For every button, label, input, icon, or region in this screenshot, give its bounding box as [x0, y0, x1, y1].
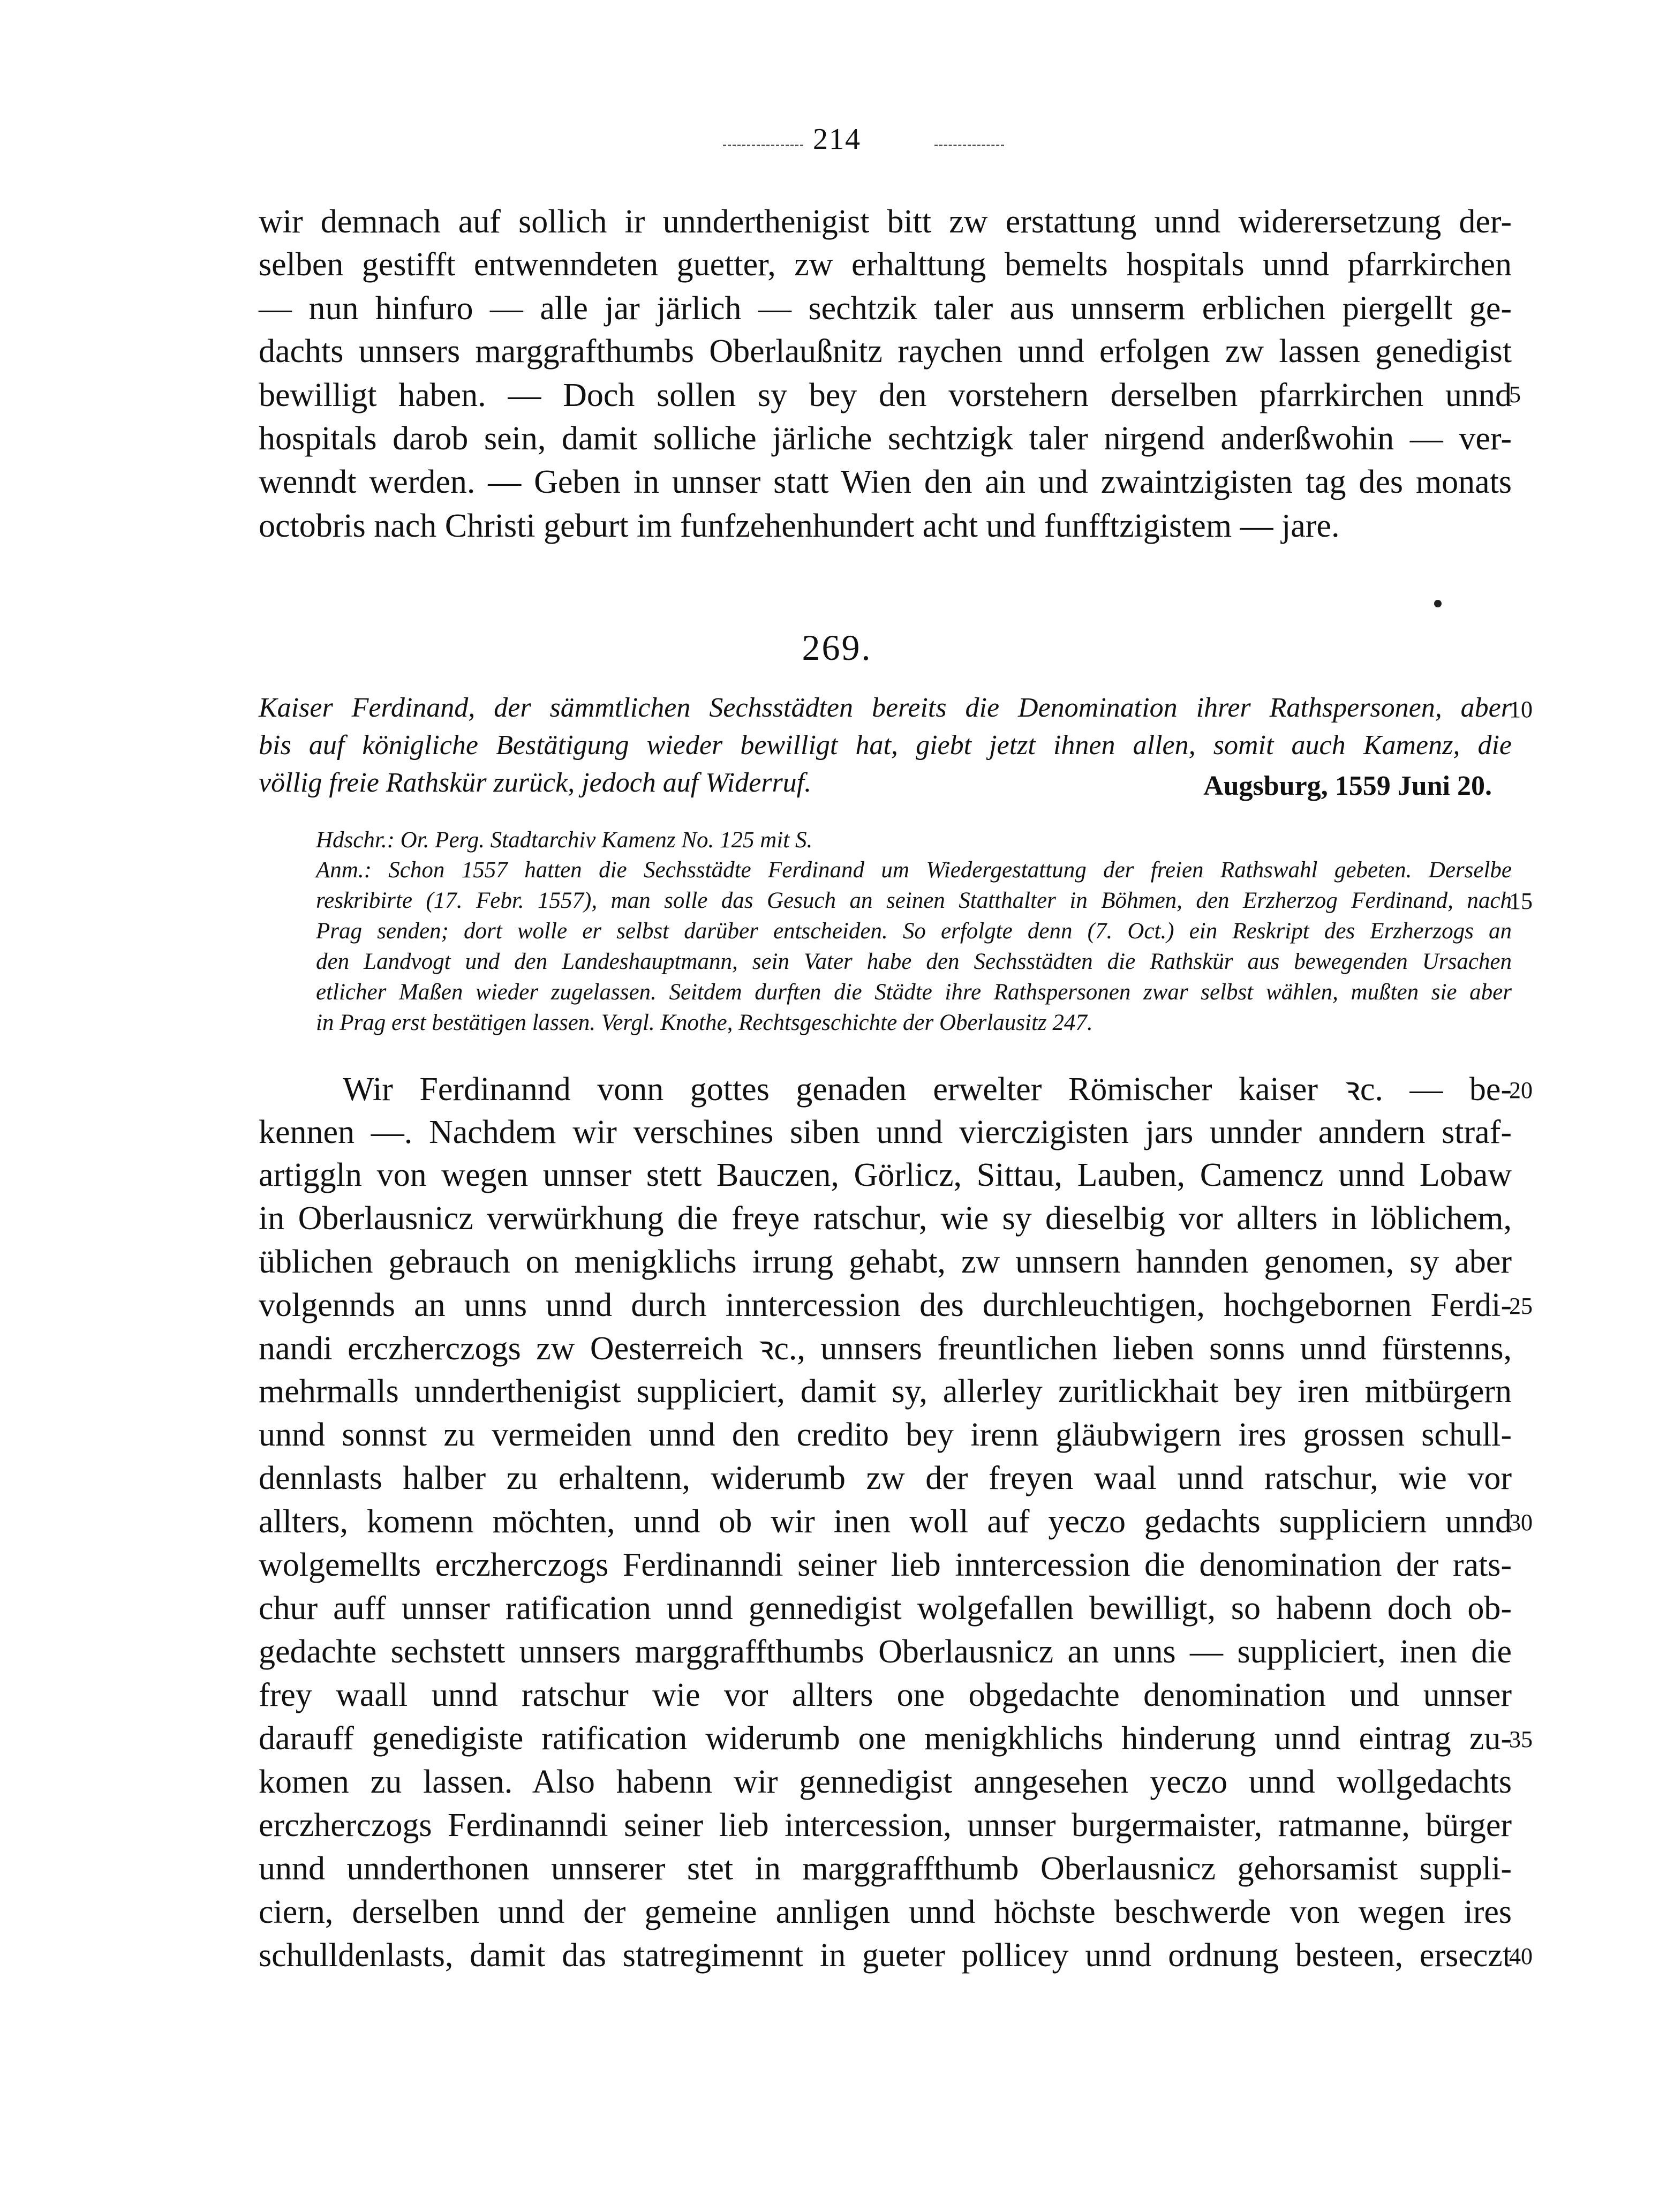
body-line: kennen —. Nachdem wir verschines siben unnd vierczigisten jars unnder anndern straf- — [259, 1114, 1512, 1150]
line-number: 30 — [1509, 1509, 1533, 1536]
body-line: volgennds an unns unnd durch inntercession des durchleuchtigen, hochgebornen Ferdi- — [259, 1287, 1512, 1323]
line-number: 15 — [1509, 888, 1533, 914]
body-line: Wir Ferdinannd vonn gottes genaden erwelter Römischer kaiser ꝛc. — be- — [343, 1071, 1512, 1108]
text-line: wenndt werden. — Geben in unnser statt Wien den ain und zwaintzigisten tag des monats — [259, 464, 1512, 500]
body-line: frey waall unnd ratschur wie vor allters one obgedachte denomination und unnser — [259, 1677, 1512, 1713]
line-number: 35 — [1509, 1726, 1533, 1752]
note-line: Prag senden; dort wolle er selbst darüber entscheiden. So erfolgte denn (7. Oct.) ein Reskript des Erzherzogs an — [316, 919, 1512, 944]
body-line: darauff genedigiste ratification widerumb one menigkhlichs hinderung unnd eintrag zu- — [259, 1720, 1512, 1757]
body-line: gedachte sechstett unnsers marggraffthumbs Oberlausnicz an unns — suppliciert, inen die — [259, 1634, 1512, 1670]
body-line: nandi erczherczogs zw Oesterreich ꝛc., unnsers freuntlichen lieben sonns unnd fürstenns, — [259, 1330, 1512, 1367]
body-line: unnd unnderthonen unnserer stet in marggraffthumb Oberlausnicz gehorsamist suppli- — [259, 1850, 1512, 1887]
margin-dot — [1434, 600, 1442, 607]
note-line: reskribirte (17. Febr. 1557), man solle das Gesuch an seinen Statthalter in Böhmen, den Erzherzog Ferdinand, nach — [316, 888, 1512, 913]
document-number: 269. — [802, 627, 872, 668]
text-line: hospitals darob sein, damit solliche järliche sechtzigk taler nirgend anderßwohin — ver- — [259, 420, 1512, 457]
body-line: in Oberlausnicz verwürkhung die freye ratschur, wie sy dieselbig vor allters in löblichem, — [259, 1200, 1512, 1237]
body-line: unnd sonnst zu vermeiden unnd den credito bey irenn gläubwigern ires grossen schull- — [259, 1417, 1512, 1453]
body-line: erczherczogs Ferdinanndi seiner lieb intercession, unnser burgermaister, ratmanne, bürger — [259, 1807, 1512, 1844]
dateline: Augsburg, 1559 Juni 20. — [1203, 771, 1492, 801]
header-rule-right — [934, 145, 1004, 146]
line-number: 5 — [1509, 381, 1521, 408]
regest-line: völlig freie Rathskür zurück, jedoch auf Widerruf. — [259, 768, 812, 798]
line-number: 20 — [1509, 1077, 1533, 1103]
regest-line: bis auf königliche Bestätigung wieder bewilligt hat, giebt jetzt ihnen allen, somit auch Kamenz, die — [259, 730, 1512, 761]
text-line: dachts unnsers marggrafthumbs Oberlaußnitz raychen unnd erfolgen zw lassen genedigist — [259, 333, 1512, 370]
regest-line: Kaiser Ferdinand, der sämmtlichen Sechsstädten bereits die Denomination ihrer Rathspersonen, aber — [259, 693, 1512, 723]
header-rule-left — [723, 145, 803, 146]
body-line: ciern, derselben unnd der gemeine annligen unnd höchste beschwerde von wegen ires — [259, 1894, 1512, 1930]
note-line: in Prag erst bestätigen lassen. Vergl. Knothe, Rechtsgeschichte der Oberlausitz 247. — [316, 1010, 1093, 1035]
note-line: Hdschr.: Or. Perg. Stadtarchiv Kamenz No. 125 mit S. — [316, 827, 813, 853]
note-line: etlicher Maßen wieder zugelassen. Seitdem durften die Städte ihre Rathspersonen zwar selbst wählen, mußten sie aber — [316, 980, 1512, 1005]
line-number: 40 — [1509, 1943, 1533, 1969]
text-line: — nun hinfuro — alle jar järlich — sechtzik taler aus unnserm erblichen piergellt ge- — [259, 290, 1512, 327]
body-line: üblichen gebrauch on menigklichs irrung gehabt, zw unnsern hannden genomen, sy aber — [259, 1244, 1512, 1280]
page-number: 214 — [813, 123, 861, 156]
text-line: wir demnach auf sollich ir unnderthenigist bitt zw erstattung unnd widerersetzung der- — [259, 204, 1512, 240]
body-line: wolgemellts erczherczogs Ferdinanndi seiner lieb inntercession die denomination der rats- — [259, 1547, 1512, 1583]
text-line: bewilligt haben. — Doch sollen sy bey den vorstehern derselben pfarrkirchen unnd — [259, 377, 1512, 413]
body-line: komen zu lassen. Also habenn wir gennedigist anngesehen yeczo unnd wollgedachts — [259, 1764, 1512, 1800]
note-line: Anm.: Schon 1557 hatten die Sechsstädte Ferdinand um Wiedergestattung der freien Rathswahl gebeten. Derselbe — [316, 857, 1512, 883]
body-line: allters, komenn möchten, unnd ob wir inen woll auf yeczo gedachts suppliciern unnd — [259, 1503, 1512, 1540]
text-line: selben gestifft entwenndeten guetter, zw erhalttung bemelts hospitals unnd pfarrkirchen — [259, 246, 1512, 283]
text-line: octobris nach Christi geburt im funfzehenhundert acht und funfftzigistem — jare. — [259, 508, 1340, 544]
body-line: chur auff unnser ratification unnd gennedigist wolgefallen bewilligt, so habenn doch ob- — [259, 1590, 1512, 1627]
note-line: den Landvogt und den Landeshauptmann, sein Vater habe den Sechsstädten die Rathskür aus bewegenden Ursachen — [316, 949, 1512, 974]
line-number: 25 — [1509, 1293, 1533, 1319]
body-line: artiggln von wegen unnser stett Bauczen, Görlicz, Sittau, Lauben, Camencz unnd Lobaw — [259, 1157, 1512, 1193]
line-number: 10 — [1509, 696, 1533, 723]
body-line: dennlasts halber zu erhaltenn, widerumb zw der freyen waal unnd ratschur, wie vor — [259, 1460, 1512, 1496]
body-line: schulldenlasts, damit das statregimennt in gueter pollicey unnd ordnung besteen, erseczt — [259, 1937, 1512, 1974]
body-line: mehrmalls unnderthenigist suppliciert, damit sy, allerley zuritlickhait bey iren mitbürgern — [259, 1373, 1512, 1410]
